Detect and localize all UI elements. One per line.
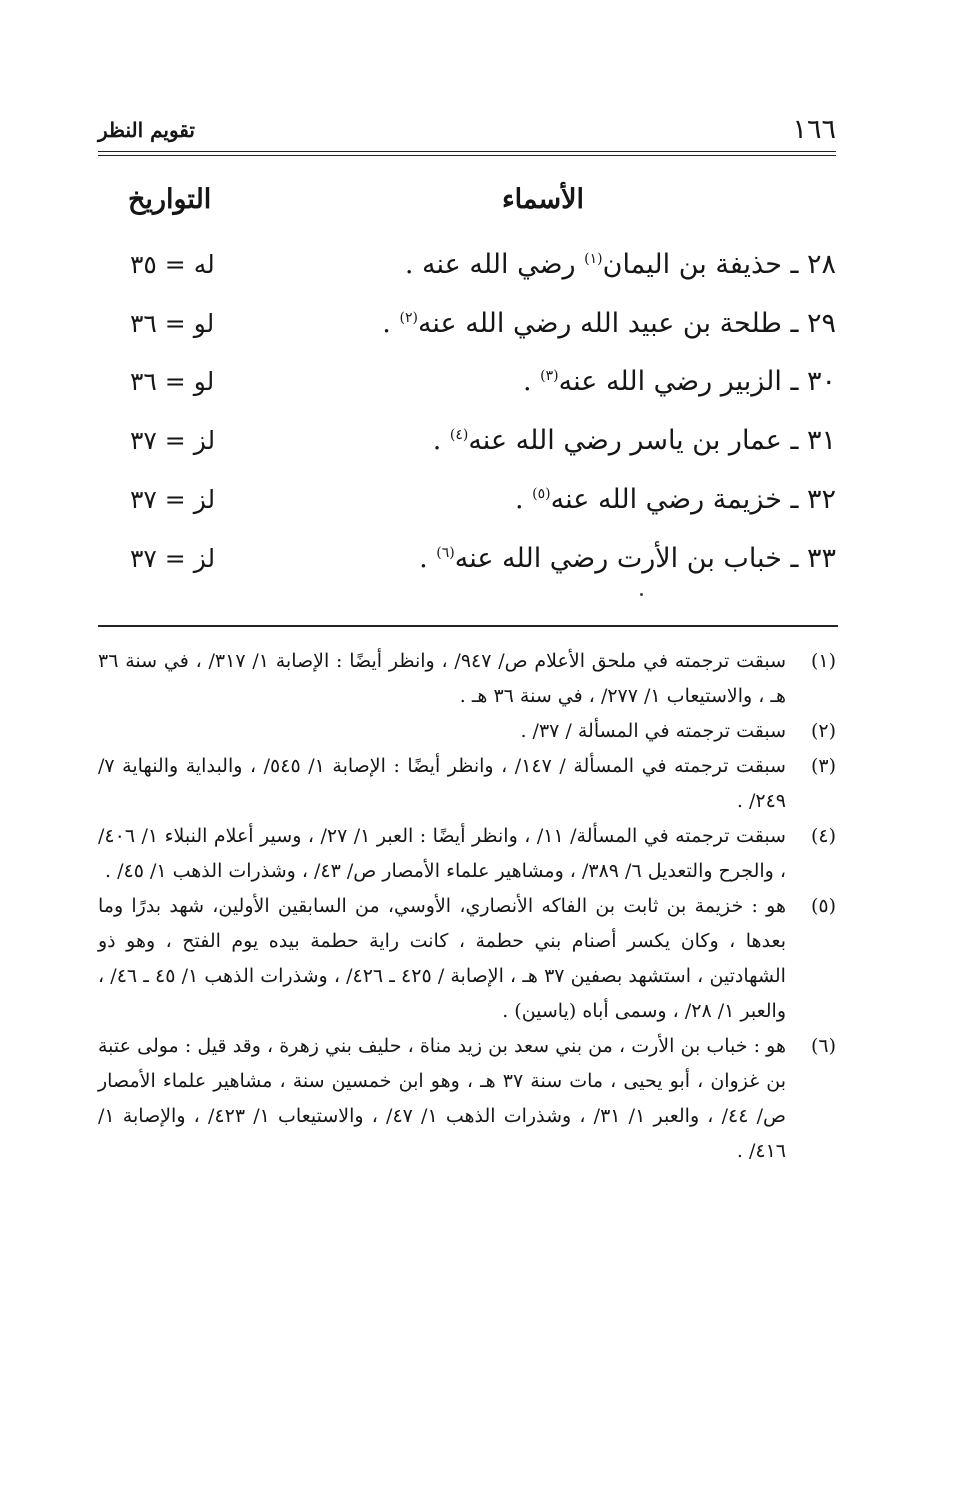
entry-row xyxy=(118,243,836,287)
entry-date: له = ٣٥ xyxy=(130,250,215,279)
entry-date: لو = ٣٦ xyxy=(130,309,215,338)
page-number: ١٦٦ xyxy=(792,114,836,145)
book-title: تقويم النظر xyxy=(98,118,195,142)
entry-row xyxy=(118,537,836,581)
footnote-number: (٣) xyxy=(810,755,836,777)
entry-row xyxy=(118,419,836,463)
entry-date: لز = ٣٧ xyxy=(130,544,216,573)
entry-name: ٢٨ ـ حذيفة بن اليمان$^{(١)}$ رضي الله عنه . xyxy=(404,249,836,280)
footnote-number: (٦) xyxy=(810,1035,836,1057)
footnote-ref[interactable]: (٥) xyxy=(532,486,551,502)
footnote-separator xyxy=(98,625,838,627)
entry-name: ٣٠ ـ الزبير رضي الله عنه$^{(٣)}$ . xyxy=(522,366,836,397)
entry-name: ٣٢ ـ خزيمة رضي الله عنه$^{(٥)}$ . xyxy=(514,484,836,515)
entry-name: ٣٣ ـ خباب بن الأرت رضي الله عنه$^{(٦)}$ . xyxy=(419,543,836,574)
print-speck xyxy=(640,593,643,596)
footnote-text: سبقت ترجمته في المسألة / ١٤٧/ ، وانظر أيضًا : الإصابة ١/ ٥٤٥/ ، والبداية والنهاية ٧/ ٢٤٩/ . xyxy=(98,755,786,812)
footnote-text: سبقت ترجمته في المسألة/ ١١/ ، وانظر أيضًا : العبر ١/ ٢٧/ ، وسير أعلام النبلاء ١/ ٤٠٦/ ، والجرح والتعديل ٦/ ٣٨٩/ ، ومشاهير علماء الأمصار ص/ ٤٣/ ، وشذرات الذهب ١/ ٤٥/ . xyxy=(98,825,786,882)
footnote xyxy=(98,644,836,714)
footnote-text: هو : خزيمة بن ثابت بن الفاكه الأنصاري، الأوسي، من السابقين الأولين، شهد بدرًا وما بعدها ، وكان يكسر أصنام بني حطمة ، كانت راية حطمة بيده يوم الفتح ، وهو ذو الشهادتين ، استشهد بصفين ٣٧ هـ ، الإصابة / ٤٢٥ ـ ٤٢٦/ ، وشذرات الذهب ١/ ٤٥ ـ ٤٦/ ، والعبر ١/ ٢٨/ ، وسمى أباه (ياسين) . xyxy=(98,895,786,1022)
footnote-ref[interactable]: (١) xyxy=(584,251,603,267)
footnote xyxy=(98,819,836,889)
entry-date: لز = ٣٧ xyxy=(130,426,216,455)
footnote-number: (٥) xyxy=(810,895,836,917)
footnote xyxy=(98,1029,836,1169)
footnote-ref[interactable]: (٣) xyxy=(540,368,559,384)
footnote xyxy=(98,889,836,1029)
dates-column-heading: التواريخ xyxy=(128,184,212,215)
entry-row xyxy=(118,360,836,404)
footnote-number: (٤) xyxy=(810,825,836,847)
footnote-number: (١) xyxy=(810,650,836,672)
footnote-text: سبقت ترجمته في ملحق الأعلام ص/ ٩٤٧/ ، وانظر أيضًا : الإصابة ١/ ٣١٧/ ، في سنة ٣٦ هـ ، والاستيعاب ١/ ٢٧٧/ ، في سنة ٣٦ هـ . xyxy=(98,650,786,707)
entry-date: لو = ٣٦ xyxy=(130,367,215,396)
footnote-ref[interactable]: (٤) xyxy=(449,427,469,443)
header-double-rule xyxy=(98,151,836,156)
footnote-ref[interactable]: (٦) xyxy=(436,545,455,561)
footnote-ref[interactable]: (٢) xyxy=(399,310,418,326)
entry-row xyxy=(118,302,836,346)
running-header xyxy=(98,112,836,148)
entry-name: ٣١ ـ عمار بن ياسر رضي الله عنه$^{(٤)}$ . xyxy=(432,425,836,456)
footnote-text: سبقت ترجمته في المسألة / ٣٧/ . xyxy=(520,720,786,742)
footnote xyxy=(98,714,836,749)
footnotes xyxy=(98,644,836,1169)
names-column-heading: الأسماء xyxy=(501,184,584,215)
footnote-text: هو : خباب بن الأرت ، من بني سعد بن زيد مناة ، حليف بني زهرة ، وقد قيل : مولى عتبة بن غزوان ، أبو يحيى ، مات سنة ٣٧ هـ ، وهو ابن خمسين سنة ، مشاهير علماء الأمصار ص/ ٤٤/ ، والعبر ١/ ٣١/ ، وشذرات الذهب ١/ ٤٧/ ، والاستيعاب ١/ ٤٢٣/ ، والإصابة ١/ ٤١٦/ . xyxy=(98,1035,787,1162)
entry-date: لز = ٣٧ xyxy=(130,485,216,514)
entry-name: ٢٩ ـ طلحة بن عبيد الله رضي الله عنه$^{(٢)}$ . xyxy=(382,308,836,339)
entry-row xyxy=(118,478,836,522)
footnote xyxy=(98,749,836,819)
footnote-number: (٢) xyxy=(810,720,836,742)
